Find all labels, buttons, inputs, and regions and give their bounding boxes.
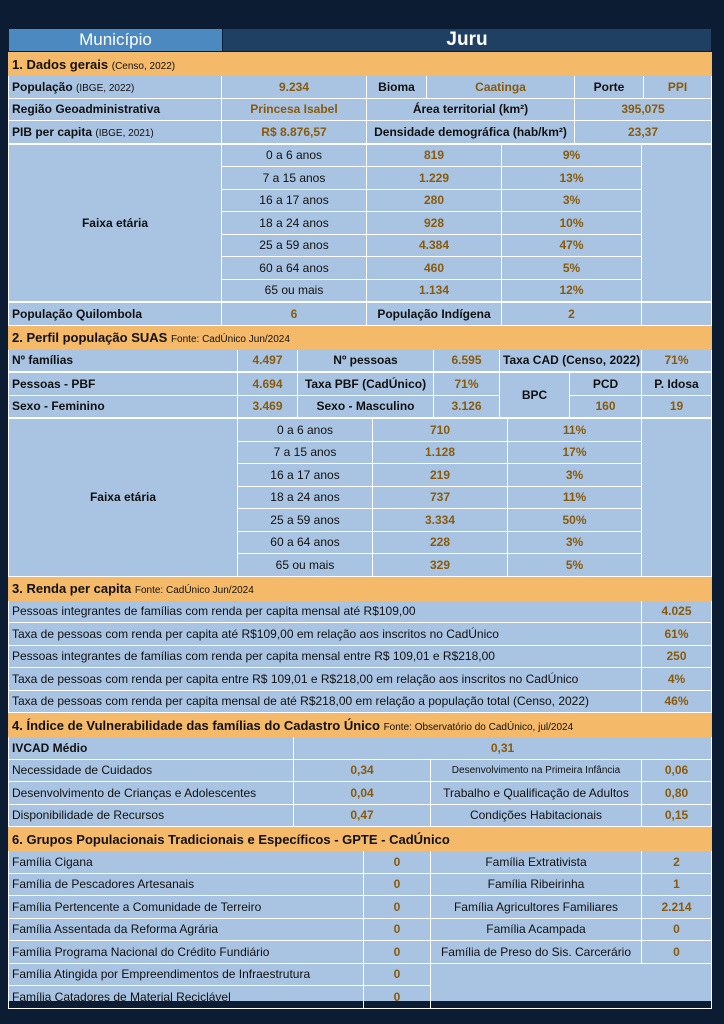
ivcad-dimension-label: Desenvolvimento de Crianças e Adolescentes: [9, 782, 294, 805]
section-gpte: [8, 827, 712, 1009]
ivcad-dimension-label: Desenvolvimento na Primeira Infância: [431, 759, 642, 782]
densidade-value: 23,37: [575, 121, 712, 144]
age-count: 4.384: [367, 234, 502, 257]
familias-label: Nº famílias: [9, 349, 238, 372]
quilombola-value: 6: [222, 303, 367, 326]
taxapbf-value: 71%: [434, 373, 500, 396]
regiao-label: Região Geoadministrativa: [9, 98, 222, 121]
renda-label: Pessoas integrantes de famílias com renda per capita mensal entre R$ 109,01 e R$218,00: [9, 645, 642, 668]
indigena-value: 2: [502, 303, 642, 326]
age-percent: 47%: [502, 234, 642, 257]
gpte-value: 0: [364, 941, 431, 964]
section-title: 6. Grupos Populacionais Tradicionais e Específicos - GPTE - CadÚnico: [9, 828, 712, 851]
gpte-value: 0: [364, 896, 431, 919]
quilombola-indigena-table: [8, 302, 712, 326]
age-percent: 17%: [508, 441, 642, 464]
renda-value: 250: [642, 645, 712, 668]
familias-value: 4.497: [238, 349, 298, 372]
gpte-label: Família Extrativista: [431, 851, 642, 874]
quilombola-label: População Quilombola: [9, 303, 222, 326]
gpte-value: 0: [364, 873, 431, 896]
gpte-row: [9, 918, 712, 941]
age-percent: 3%: [502, 189, 642, 212]
pib-label: PIB per capita (IBGE, 2021): [9, 121, 222, 144]
section-title: 1. Dados gerais (Censo, 2022): [9, 53, 712, 76]
ivcad-dimension-value: 0,04: [294, 782, 431, 805]
ivcad-row: [9, 759, 712, 782]
municipality-sheet: [8, 28, 711, 1004]
gpte-value: 0: [364, 851, 431, 874]
bioma-label: Bioma: [367, 76, 427, 99]
age-range: 65 ou mais: [238, 554, 373, 577]
gpte-value: 1: [642, 873, 712, 896]
age-percent: 9%: [502, 144, 642, 167]
gpte-row: [9, 896, 712, 919]
ivcad-row: [9, 804, 712, 827]
gpte-row: [9, 851, 712, 874]
feminino-value: 3.469: [238, 395, 298, 418]
section-dados-gerais: [8, 52, 712, 144]
age-count: 329: [373, 554, 508, 577]
age-percent: 10%: [502, 212, 642, 235]
age-percent: 5%: [502, 257, 642, 280]
taxacad-label: Taxa CAD (Censo, 2022): [500, 349, 642, 372]
renda-row: [9, 690, 712, 713]
renda-value: 46%: [642, 690, 712, 713]
age-range: 25 a 59 anos: [222, 234, 367, 257]
ivcad-dimension-value: 0,06: [642, 759, 712, 782]
age-range: 60 a 64 anos: [238, 531, 373, 554]
municipio-label: Município: [9, 29, 223, 52]
age-range: 25 a 59 anos: [238, 509, 373, 532]
idosa-label: P. Idosa: [642, 373, 712, 396]
ivcad-dimension-label: Trabalho e Qualificação de Adultos: [431, 782, 642, 805]
section-perfil-suas: [8, 326, 712, 373]
gpte-value: 0: [642, 941, 712, 964]
age-range: 18 a 24 anos: [238, 486, 373, 509]
ivcad-row: [9, 782, 712, 805]
gpte-row: [9, 963, 712, 986]
section-title: 2. Perfil população SUAS Fonte: CadÚnico Jun/2024: [9, 326, 712, 349]
gpte-label: Família Pertencente a Comunidade de Terreiro: [9, 896, 364, 919]
gpte-label: Família Assentada da Reforma Agrária: [9, 918, 364, 941]
ivcad-dimension-value: 0,80: [642, 782, 712, 805]
age-row: [9, 144, 712, 167]
taxacad-value: 71%: [642, 349, 712, 372]
age-count: 3.334: [373, 509, 508, 532]
age-count: 219: [373, 464, 508, 487]
pessoas-value: 6.595: [434, 349, 500, 372]
populacao-label: População (IBGE, 2022): [9, 76, 222, 99]
renda-label: Taxa de pessoas com renda per capita mensal de até R$218,00 em relação a população total (Censo, 2022): [9, 690, 642, 713]
densidade-label: Densidade demográfica (hab/km²): [367, 121, 575, 144]
idosa-value: 19: [642, 395, 712, 418]
masculino-value: 3.126: [434, 395, 500, 418]
faixa-etaria-label: Faixa etária: [9, 144, 222, 302]
age-percent: 12%: [502, 279, 642, 302]
renda-label: Pessoas integrantes de famílias com renda per capita mensal até R$109,00: [9, 600, 642, 623]
header-table: [8, 28, 712, 52]
populacao-value: 9.234: [222, 76, 367, 99]
gpte-value: 2: [642, 851, 712, 874]
age-range: 18 a 24 anos: [222, 212, 367, 235]
section-ivcad: [8, 713, 712, 827]
section-renda: [8, 577, 712, 714]
regiao-value: Princesa Isabel: [222, 98, 367, 121]
gpte-label: Família Acampada: [431, 918, 642, 941]
age-percent: 50%: [508, 509, 642, 532]
gpte-value: 0: [642, 918, 712, 941]
ivcad-dimension-label: Disponibilidade de Recursos: [9, 804, 294, 827]
ivcad-dimension-value: 0,15: [642, 804, 712, 827]
section-title: 3. Renda per capita Fonte: CadÚnico Jun/2024: [9, 577, 712, 600]
pcd-value: 160: [570, 395, 642, 418]
bioma-value: Caatinga: [427, 76, 575, 99]
age-count: 460: [367, 257, 502, 280]
age-row: [9, 419, 712, 442]
faixa-etaria-label: Faixa etária: [9, 419, 238, 577]
renda-row: [9, 645, 712, 668]
gpte-label: Família Ribeirinha: [431, 873, 642, 896]
gpte-label: Família de Preso do Sis. Carcerário: [431, 941, 642, 964]
gpte-label: Família de Pescadores Artesanais: [9, 873, 364, 896]
porte-label: Porte: [575, 76, 644, 99]
porte-value: PPI: [644, 76, 712, 99]
age-range: 60 a 64 anos: [222, 257, 367, 280]
ivcad-dimension-value: 0,47: [294, 804, 431, 827]
ivcad-dimension-label: Necessidade de Cuidados: [9, 759, 294, 782]
faixa-etaria-censo-table: [8, 144, 712, 303]
age-count: 819: [367, 144, 502, 167]
age-count: 1.134: [367, 279, 502, 302]
ivcad-dimension-label: Condições Habitacionais: [431, 804, 642, 827]
age-count: 737: [373, 486, 508, 509]
area-value: 395,075: [575, 98, 712, 121]
feminino-label: Sexo - Feminino: [9, 395, 238, 418]
pbf-label: Pessoas - PBF: [9, 373, 238, 396]
age-range: 0 a 6 anos: [238, 419, 373, 442]
age-count: 1.128: [373, 441, 508, 464]
gpte-label: Família Atingida por Empreendimentos de Infraestrutura: [9, 963, 364, 986]
gpte-value: 2.214: [642, 896, 712, 919]
bpc-label: BPC: [500, 373, 570, 418]
age-count: 1.229: [367, 167, 502, 190]
ivcad-label: IVCAD Médio: [9, 737, 294, 760]
age-range: 65 ou mais: [222, 279, 367, 302]
age-range: 0 a 6 anos: [222, 144, 367, 167]
gpte-label: Família Programa Nacional do Crédito Fundiário: [9, 941, 364, 964]
age-percent: 11%: [508, 486, 642, 509]
renda-row: [9, 668, 712, 691]
faixa-etaria-suas-table: [8, 418, 712, 577]
indigena-label: População Indígena: [367, 303, 502, 326]
renda-value: 4%: [642, 668, 712, 691]
age-percent: 5%: [508, 554, 642, 577]
gpte-row: [9, 873, 712, 896]
age-count: 228: [373, 531, 508, 554]
renda-label: Taxa de pessoas com renda per capita entre R$ 109,01 e R$218,00 em relação aos inscritos no CadÚnico: [9, 668, 642, 691]
municipio-name: Juru: [223, 29, 712, 52]
age-count: 928: [367, 212, 502, 235]
age-range: 7 a 15 anos: [238, 441, 373, 464]
gpte-value: 0: [364, 918, 431, 941]
age-percent: 3%: [508, 464, 642, 487]
pib-value: R$ 8.876,57: [222, 121, 367, 144]
age-count: 280: [367, 189, 502, 212]
gpte-value: 0: [364, 963, 431, 986]
renda-row: [9, 600, 712, 623]
pcd-label: PCD: [570, 373, 642, 396]
blank-cell: [431, 963, 712, 1008]
section-title: 4. Índice de Vulnerabilidade das famílias do Cadastro Único Fonte: Observatório do CadÚnico, jul/2024: [9, 714, 712, 737]
pbf-bpc-table: [8, 372, 712, 418]
blank-cell: [642, 144, 712, 302]
age-range: 16 a 17 anos: [238, 464, 373, 487]
renda-value: 4.025: [642, 600, 712, 623]
gpte-value: 0: [364, 986, 431, 1009]
gpte-label: Família Catadores de Material Reciclável: [9, 986, 364, 1009]
ivcad-dimension-value: 0,34: [294, 759, 431, 782]
masculino-label: Sexo - Masculino: [298, 395, 434, 418]
gpte-label: Família Agricultores Familiares: [431, 896, 642, 919]
renda-value: 61%: [642, 623, 712, 646]
age-count: 710: [373, 419, 508, 442]
renda-label: Taxa de pessoas com renda per capita até R$109,00 em relação aos inscritos no CadÚnico: [9, 623, 642, 646]
age-percent: 13%: [502, 167, 642, 190]
ivcad-value: 0,31: [294, 737, 712, 760]
gpte-label: Família Cigana: [9, 851, 364, 874]
age-percent: 11%: [508, 419, 642, 442]
pbf-value: 4.694: [238, 373, 298, 396]
age-percent: 3%: [508, 531, 642, 554]
blank-cell: [642, 419, 712, 577]
taxapbf-label: Taxa PBF (CadÚnico): [298, 373, 434, 396]
area-label: Área territorial (km²): [367, 98, 575, 121]
pessoas-label: Nº pessoas: [298, 349, 434, 372]
age-range: 16 a 17 anos: [222, 189, 367, 212]
gpte-row: [9, 941, 712, 964]
renda-row: [9, 623, 712, 646]
age-range: 7 a 15 anos: [222, 167, 367, 190]
